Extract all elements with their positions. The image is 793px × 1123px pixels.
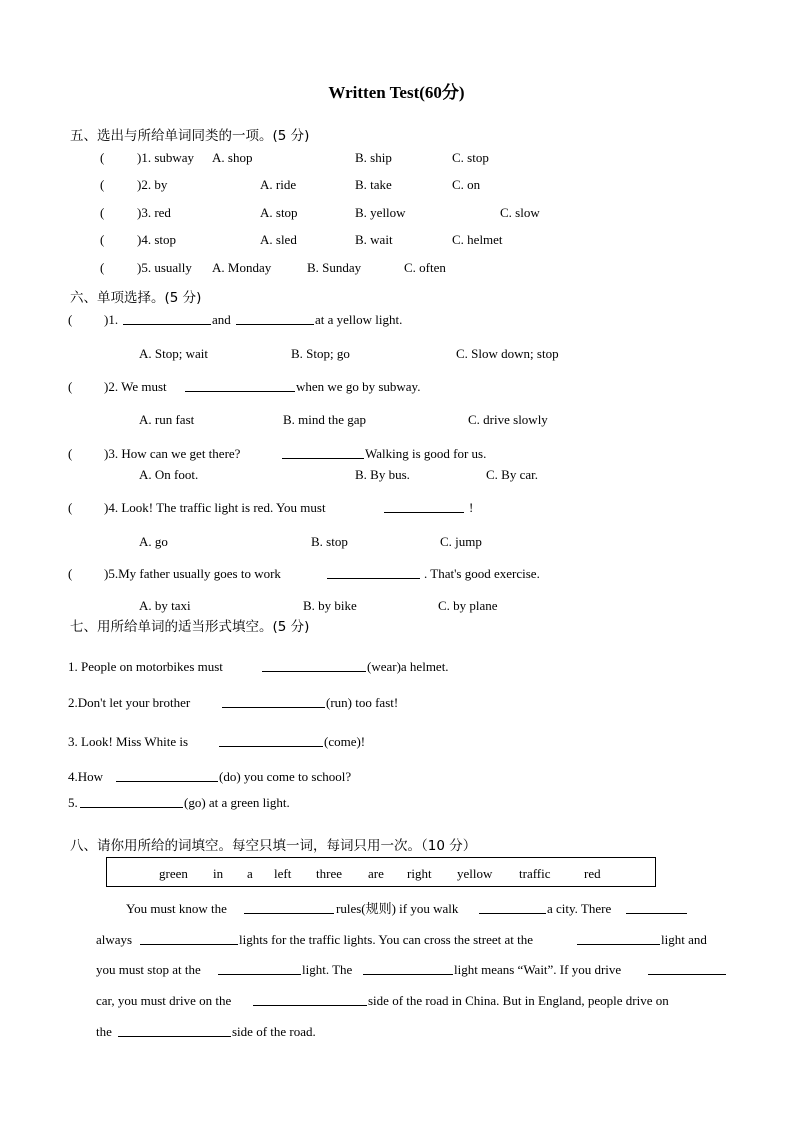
question-text: )3. How can we get there? — [104, 446, 241, 461]
word-bank-item: red — [584, 866, 601, 881]
question-text: ! — [469, 500, 474, 515]
option-c: C. By car. — [486, 467, 538, 482]
option-b: B. yellow — [355, 205, 406, 220]
passage-text: the — [96, 1024, 112, 1039]
answer-blank[interactable] — [648, 962, 726, 975]
passage-text: light means “Wait”. If you drive — [454, 962, 622, 977]
answer-blank[interactable] — [218, 962, 301, 975]
answer-blank[interactable] — [282, 446, 364, 459]
answer-paren: ( — [68, 312, 73, 327]
answer-blank[interactable] — [222, 695, 325, 708]
option-c: C. helmet — [452, 232, 503, 247]
answer-paren: ( — [68, 566, 73, 581]
question-text: 3. Look! Miss White is — [68, 734, 189, 749]
word-bank-item: are — [368, 866, 384, 881]
option-c: C. on — [452, 177, 481, 192]
passage-text: always — [96, 932, 133, 947]
question-number: )1. — [104, 312, 119, 327]
option-a: A. go — [139, 534, 168, 549]
answer-blank[interactable] — [577, 932, 660, 945]
passage-text: car, you must drive on the — [96, 993, 232, 1008]
page-title: Written Test(60分) — [328, 83, 465, 102]
option-c: C. jump — [440, 534, 482, 549]
option-a: A. On foot. — [139, 467, 199, 482]
question-text: 5. — [68, 795, 78, 810]
answer-blank[interactable] — [244, 901, 334, 914]
answer-blank[interactable] — [236, 312, 314, 325]
word-bank-item: three — [316, 866, 342, 881]
passage-text: side of the road in China. But in England, people drive on — [368, 993, 669, 1008]
question-text: when we go by subway. — [296, 379, 421, 394]
question-text: )2. We must — [104, 379, 167, 394]
question-text: 2.Don't let your brother — [68, 695, 191, 710]
answer-blank[interactable] — [185, 379, 295, 392]
question-text: (do) you come to school? — [219, 769, 352, 784]
answer-blank[interactable] — [327, 566, 420, 579]
answer-paren: ( — [100, 177, 105, 192]
answer-blank[interactable] — [253, 993, 367, 1006]
option-a: A. stop — [260, 205, 298, 220]
option-b: B. Stop; go — [291, 346, 350, 361]
section5-heading: 五、选出与所给单词同类的一项。(5 分) — [70, 128, 310, 144]
option-a: A. shop — [212, 150, 253, 165]
answer-blank[interactable] — [80, 795, 183, 808]
passage-text: You must know the — [126, 901, 227, 916]
passage-text: lights for the traffic lights. You can cross the street at the — [239, 932, 534, 947]
option-a: A. run fast — [139, 412, 195, 427]
answer-blank[interactable] — [626, 901, 687, 914]
passage-text: light. The — [302, 962, 353, 977]
option-c: C. often — [404, 260, 446, 275]
answer-paren: ( — [100, 150, 105, 165]
passage-text: rules(规则) if you walk — [336, 901, 459, 916]
answer-blank[interactable] — [219, 734, 323, 747]
option-b: B. take — [355, 177, 392, 192]
option-b: B. by bike — [303, 598, 357, 613]
option-b: B. stop — [311, 534, 348, 549]
question-text: (come)! — [324, 734, 366, 749]
option-a: A. Stop; wait — [139, 346, 208, 361]
section7-heading: 七、用所给单词的适当形式填空。(5 分) — [70, 619, 310, 635]
passage-text: a city. There — [547, 901, 612, 916]
question-text: at a yellow light. — [315, 312, 403, 327]
question-word: )4. stop — [137, 232, 176, 247]
question-word: )5. usually — [137, 260, 192, 275]
word-bank-item: left — [274, 866, 292, 881]
word-bank-item: in — [213, 866, 224, 881]
question-text: 4.How — [68, 769, 104, 784]
option-b: B. wait — [355, 232, 393, 247]
option-c: C. Slow down; stop — [456, 346, 559, 361]
section6-heading: 六、单项选择。(5 分) — [70, 290, 202, 306]
passage-text: you must stop at the — [96, 962, 201, 977]
word-bank-item: traffic — [519, 866, 551, 881]
question-word: )3. red — [137, 205, 171, 220]
option-c: C. slow — [500, 205, 540, 220]
question-word: )2. by — [137, 177, 168, 192]
answer-blank[interactable] — [363, 962, 453, 975]
answer-blank[interactable] — [118, 1024, 231, 1037]
option-a: A. sled — [260, 232, 297, 247]
question-word: )1. subway — [137, 150, 195, 165]
question-text: 1. People on motorbikes must — [68, 659, 223, 674]
answer-blank[interactable] — [384, 500, 464, 513]
word-bank-box — [106, 857, 656, 887]
word-bank-item: a — [247, 866, 253, 881]
option-a: A. by taxi — [139, 598, 191, 613]
passage-text: light and — [661, 932, 707, 947]
answer-blank[interactable] — [116, 769, 218, 782]
option-c: C. drive slowly — [468, 412, 548, 427]
word-bank-item: green — [159, 866, 188, 881]
question-text: Walking is good for us. — [365, 446, 487, 461]
option-b: B. mind the gap — [283, 412, 367, 427]
option-c: C. stop — [452, 150, 489, 165]
question-text: (run) too fast! — [326, 695, 399, 710]
option-c: C. by plane — [438, 598, 498, 613]
passage-text: side of the road. — [232, 1024, 316, 1039]
answer-paren: ( — [68, 500, 73, 515]
answer-paren: ( — [100, 205, 105, 220]
answer-paren: ( — [100, 260, 105, 275]
option-b: B. By bus. — [355, 467, 410, 482]
question-text: and — [212, 312, 231, 327]
section8-heading: 八、请你用所给的词填空。每空只填一词，每词只用一次。（10 分） — [70, 838, 477, 854]
word-bank-item: right — [407, 866, 432, 881]
answer-paren: ( — [68, 446, 73, 461]
answer-blank[interactable] — [262, 659, 366, 672]
answer-paren: ( — [68, 379, 73, 394]
option-a: A. Monday — [212, 260, 272, 275]
question-text: (go) at a green light. — [184, 795, 290, 810]
word-bank-item: yellow — [457, 866, 493, 881]
question-text: . That's good exercise. — [424, 566, 540, 581]
option-b: B. ship — [355, 150, 392, 165]
answer-blank[interactable] — [479, 901, 546, 914]
option-b: B. Sunday — [307, 260, 362, 275]
question-text: (wear)a helmet. — [367, 659, 449, 674]
option-a: A. ride — [260, 177, 297, 192]
question-text: )5.My father usually goes to work — [104, 566, 281, 581]
answer-paren: ( — [100, 232, 105, 247]
question-text: )4. Look! The traffic light is red. You must — [104, 500, 326, 515]
answer-blank[interactable] — [123, 312, 211, 325]
answer-blank[interactable] — [140, 932, 238, 945]
